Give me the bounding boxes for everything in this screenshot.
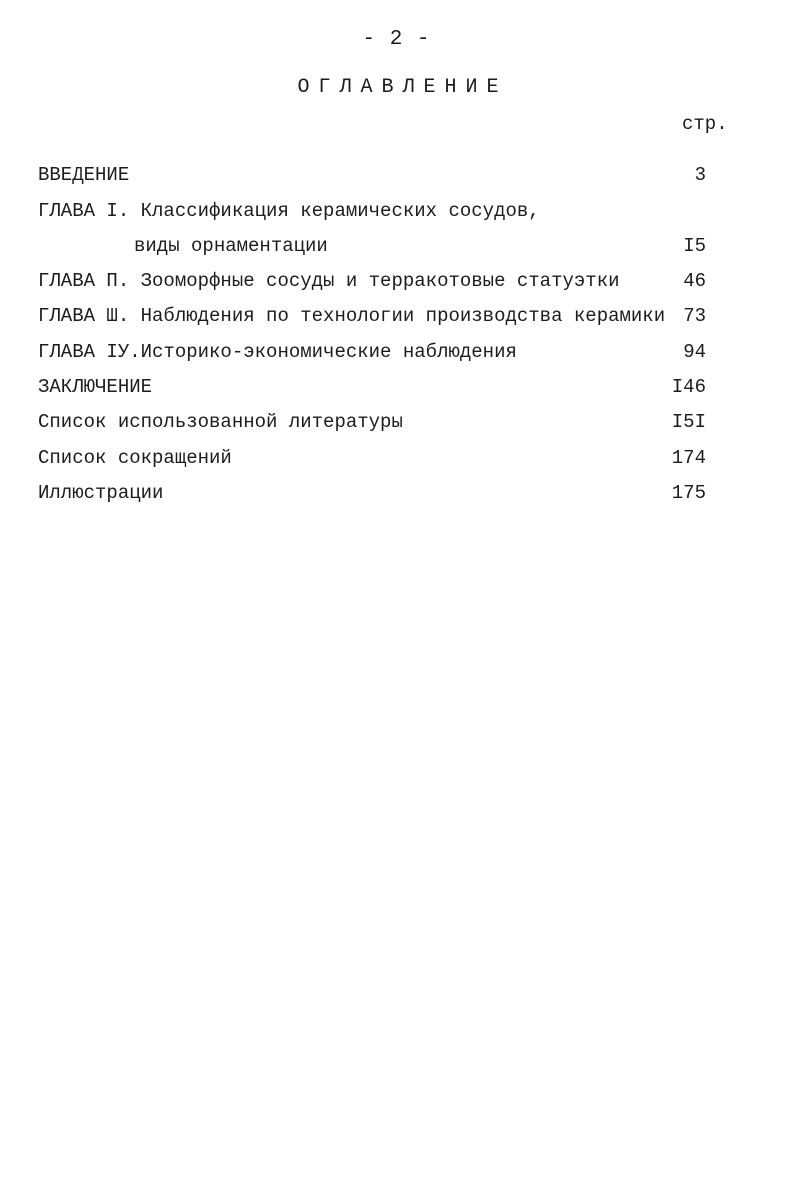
toc-entry-page: 73	[683, 305, 706, 327]
toc-entry-bibliography	[38, 409, 706, 435]
toc-entry-page: 94	[683, 341, 706, 363]
toc-entry-page: I46	[671, 376, 706, 398]
toc-entry-label: ЗАКЛЮЧЕНИЕ	[38, 376, 153, 398]
toc-entry-page: I5	[683, 235, 706, 257]
toc-entry-page: 3	[694, 164, 706, 186]
toc-entry-label: ГЛАВА Ш. Наблюдения по технологии производства керамики	[38, 305, 666, 327]
toc-entry-conclusion	[38, 374, 706, 400]
page-title: ОГЛАВЛЕНИЕ	[297, 76, 508, 99]
toc-entry-introduction	[38, 162, 706, 188]
toc-entry-chapter-1-continued	[38, 233, 706, 259]
pages-column-header: стр.	[682, 113, 728, 135]
toc-entry-label: ГЛАВА I. Классификация керамических сосудов,	[38, 200, 540, 222]
toc-entry-label: ВВЕДЕНИЕ	[38, 164, 130, 186]
toc-entry-chapter-2	[38, 268, 706, 294]
toc-entry-label: Список сокращений	[38, 447, 232, 469]
toc-entry-label: ГЛАВА IУ.Историко-экономические наблюдения	[38, 341, 517, 363]
toc-entry-abbreviations	[38, 445, 706, 471]
toc-entry-label: ГЛАВА П. Зооморфные сосуды и терракотовые статуэтки	[38, 270, 620, 292]
toc-entry-page: 175	[671, 482, 706, 504]
toc-entry-page: I5I	[671, 411, 706, 433]
toc-entry-illustrations	[38, 480, 706, 506]
toc-entry-page: 174	[671, 447, 706, 469]
toc-entry-chapter-1	[38, 198, 706, 224]
toc-entry-label: виды орнаментации	[134, 235, 328, 257]
toc-entry-chapter-3	[38, 303, 706, 329]
toc-entry-label: Список использованной литературы	[38, 411, 403, 433]
page-number: - 2 -	[362, 28, 431, 51]
toc-entry-label: Иллюстрации	[38, 482, 164, 504]
toc-entry-chapter-4	[38, 339, 706, 365]
toc-entry-page: 46	[683, 270, 706, 292]
